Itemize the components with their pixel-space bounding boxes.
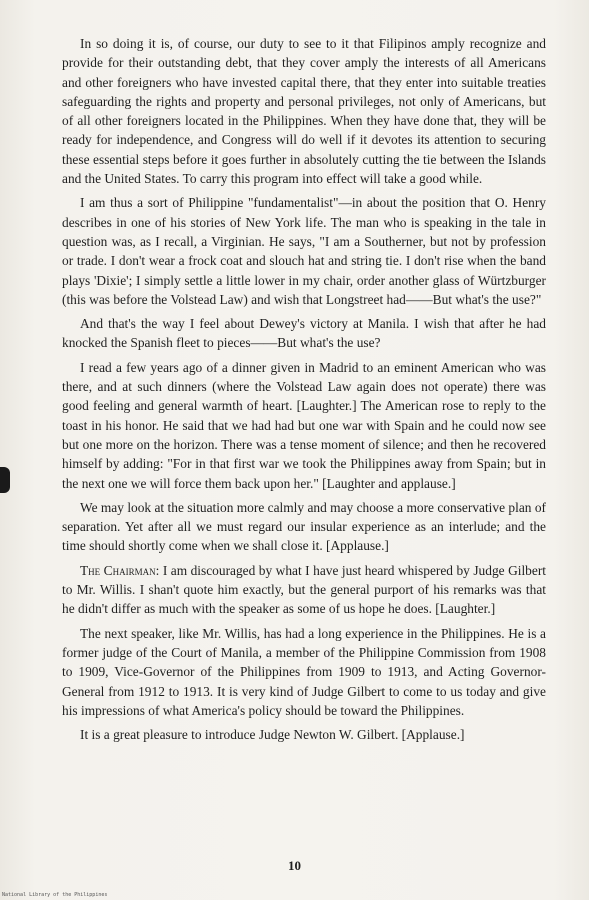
paragraph-2: I am thus a sort of Philippine "fundamentalist"—in about the position that O. Henry describes in one of his stories of New York life. The man who is speaking in the tale in question was, as I recall, a Virginian. He says, "I am a Southerner, but not by profession or trade. I don't wear a frock coat and slouch hat and string tie. I don't rise when the band plays 'Dixie'; I simply settle a little lower in my chair, order another glass of Würtzburger (this was before the Volstead Law) and wish that Longstreet had——But what's the use?" — [62, 195, 546, 307]
paragraph-chairman — [62, 561, 546, 619]
page-number: 10 — [288, 858, 301, 873]
binding-hole-mark — [0, 467, 10, 493]
body-text — [62, 34, 546, 749]
paragraph-introduction: The next speaker, like Mr. Willis, has had a long experience in the Philippines. He is a former judge of the Court of Manila, a member of the Philippine Commission from 1908 to 1909, Vice-Governor of the Philippines from 1909 to 1913, and Acting Governor-General from 1912 to 1913. It is very kind of Judge Gilbert to come to us today and give his impressions of what America's policy should be toward the Philippines. — [62, 625, 546, 718]
paragraph-1: In so doing it is, of course, our duty to see to it that Filipinos amply recognize and provide for their outstanding debt, that they cover amply the interests of all Americans and other foreigners who have invested capital there, that they enter into suitable treaties safeguarding the rights and property and personal privileges, not only of Americans, but of all other foreigners located in the Philippines. When they have done that, they will be ready for independence, and Congress will do well if it devotes its attention to securing these essential steps before it goes further in absolutely cutting the tie between the Islands and the United States. To carry this program into effect will take a good while. — [62, 36, 546, 187]
paragraph-final: It is a great pleasure to introduce Judge Newton W. Gilbert. [Applause.] — [80, 727, 465, 743]
chairman-speaker-label: The Chairman — [80, 562, 156, 578]
library-footer: National Library of the Philippines — [2, 892, 108, 898]
chairman-remarks: : I am discouraged by what I have just heard whispered by Judge Gilbert to Mr. Willis. I shan't quote him exactly, but the general purport of his remarks was that he didn't differ as much with the speaker as some of us hope he does. [Laughter.] — [62, 562, 546, 617]
paragraph-4: I read a few years ago of a dinner given in Madrid to an eminent American who was there, and at such dinners (where the Volstead Law again does not operate) there was good feeling and general warmth of heart. [Laughter.] The American rose to reply to the toast in his honor. He said that we had had but one war with Spain and he could now see but one more on the horizon. There was a tense moment of silence; and then he recovered himself by adding: "For in that first war we took the Philippines away from Spain; but in the next one we will force them back upon her." [Laughter and applause.] — [62, 359, 546, 491]
paragraph-3: And that's the way I feel about Dewey's victory at Manila. I wish that after he had knocked the Spanish fleet to pieces——But what's the use? — [62, 316, 546, 351]
paragraph-5: We may look at the situation more calmly and may choose a more conservative plan of separation. Yet after all we must regard our insular experience as an interlude; and the time should shortly come when we shall close it. [Applause.] — [62, 499, 546, 554]
